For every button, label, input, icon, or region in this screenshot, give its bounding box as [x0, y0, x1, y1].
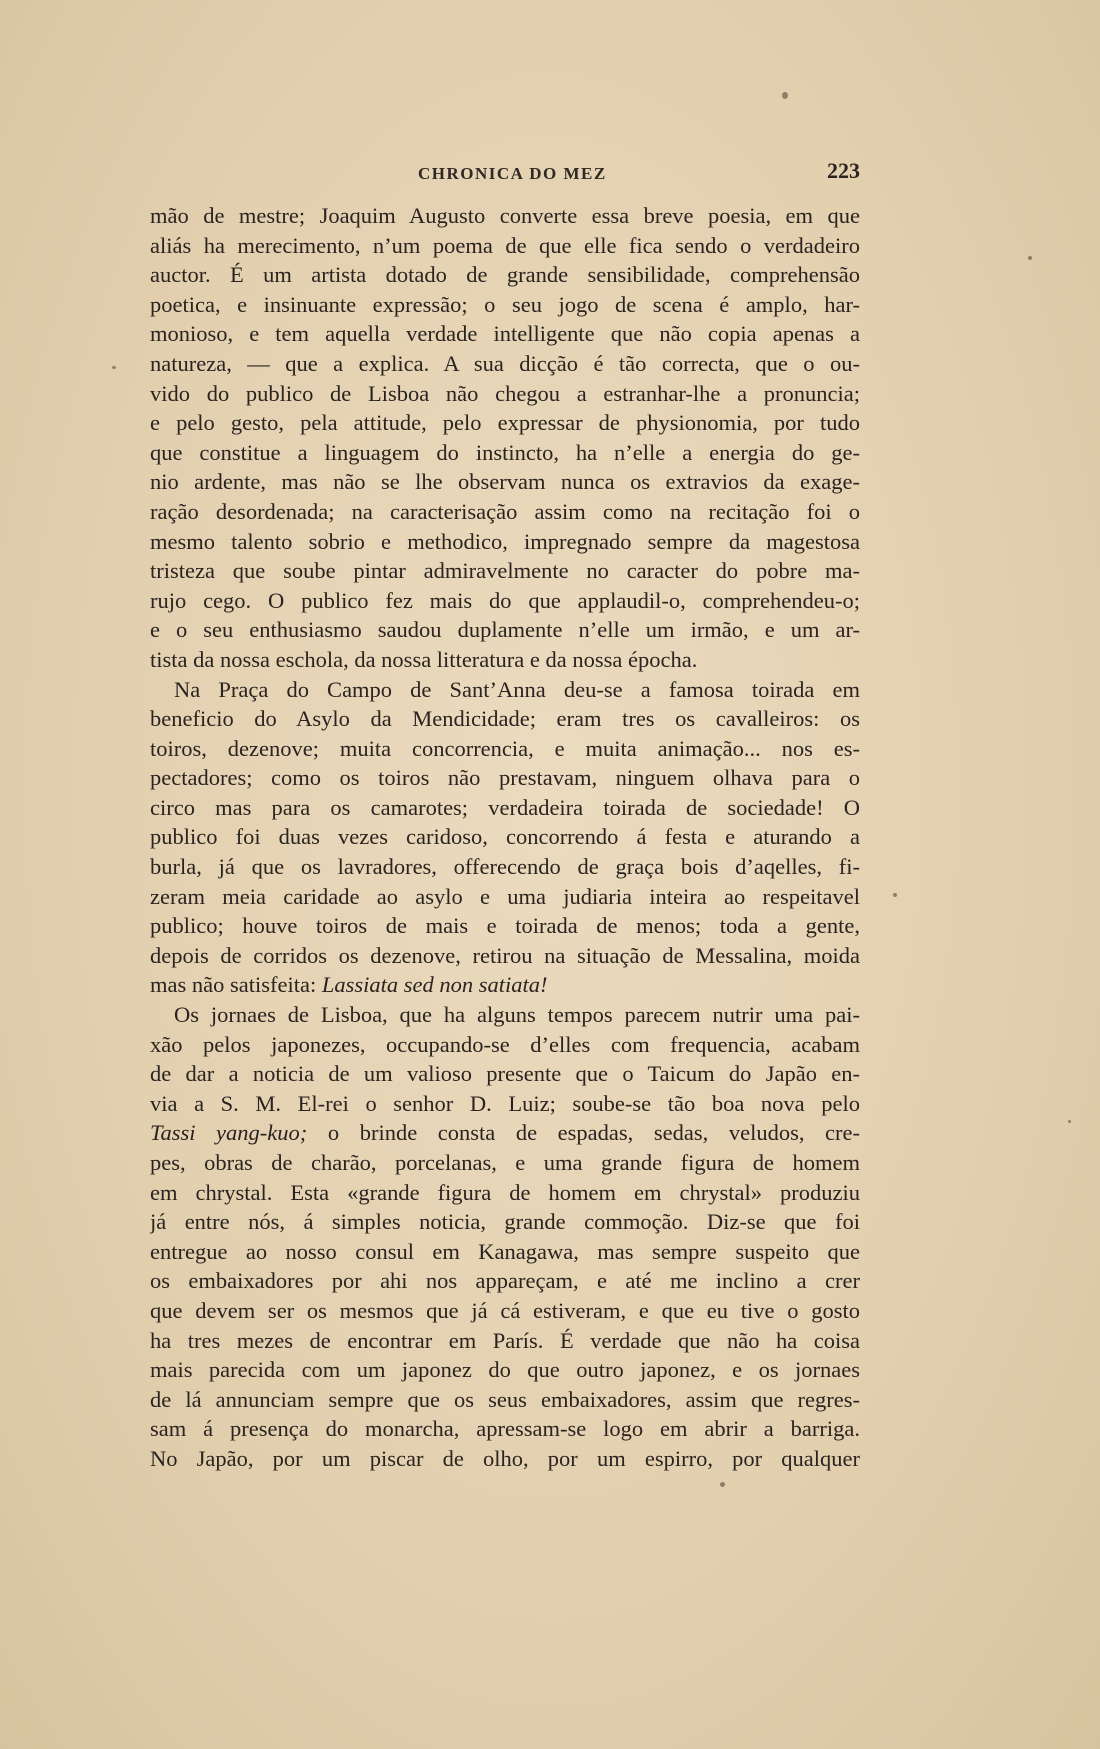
text-line: vido do publico de Lisboa não chegou a estranhar-lhe a pronuncia; [150, 380, 860, 406]
text-line: poetica, e insinuante expressão; o seu jogo de scena é amplo, har- [150, 291, 860, 317]
text-line: beneficio do Asylo da Mendicidade; eram tres os cavalleiros: os [150, 706, 860, 732]
text-line: No Japão, por um piscar de olho, por um espirro, por qualquer [150, 1445, 860, 1471]
text-line: sam á presença do monarcha, apressam-se logo em abrir a barriga. [150, 1416, 860, 1442]
paper-speck [1068, 1120, 1071, 1123]
text-line: Os jornaes de Lisboa, que ha alguns tempos parecem nutrir uma pai- [174, 1002, 860, 1028]
text-line: entregue ao nosso consul em Kanagawa, mas sempre suspeito que [150, 1238, 860, 1264]
text-line: de dar a noticia de um valioso presente que o Taicum do Japão en- [150, 1061, 860, 1087]
text-line: já entre nós, á simples noticia, grande commoção. Diz-se que foi [150, 1209, 860, 1235]
text-line: nio ardente, mas não se lhe observam nunca os extravios da exage- [150, 469, 860, 495]
text-line: e pelo gesto, pela attitude, pelo expressar de physionomia, por tudo [150, 410, 860, 436]
text-line: natureza, — que a explica. A sua dicção é tão correcta, que o ou- [150, 350, 860, 376]
text-line: circo mas para os camarotes; verdadeira toirada de sociedade! O [150, 794, 860, 820]
paper-speck [720, 1482, 725, 1487]
text-line: pectadores; como os toiros não prestavam, ninguem olhava para o [150, 765, 860, 791]
text-line: rujo cego. O publico fez mais do que applaudil-o, comprehendeu-o; [150, 587, 860, 613]
text-line: tista da nossa eschola, da nossa litteratura e da nossa épocha. [150, 646, 698, 672]
paper-speck [1028, 256, 1032, 260]
text-fragment: o brinde consta de espadas, sedas, veludos, cre- [327, 1120, 860, 1146]
text-line: burla, já que os lavradores, offerecendo de graça bois d’aqelles, fi- [150, 854, 860, 880]
text-line: monioso, e tem aquella verdade intelligente que não copia apenas a [150, 321, 860, 347]
paper-speck [782, 92, 788, 99]
text-line: Na Praça do Campo de Sant’Anna deu-se a famosa toirada em [174, 676, 860, 702]
text-line: que constitue a linguagem do instincto, ha n’elle a energia do ge- [150, 439, 860, 465]
page-header [150, 158, 860, 188]
text-line: zeram meia caridade ao asylo e uma judiaria inteira ao respeitavel [150, 883, 860, 909]
italic-phrase: Tassi yang-kuo; [150, 1120, 308, 1146]
text-line: que devem ser os mesmos que já cá estiveram, e que eu tive o gosto [150, 1297, 860, 1323]
italic-phrase: Lassiata sed non satiata! [321, 972, 548, 998]
body-text [150, 201, 860, 1474]
text-line: os embaixadores por ahi nos appareçam, e até me inclino a crer [150, 1268, 860, 1294]
text-line: via a S. M. El-rei o senhor D. Luiz; soube-se tão boa nova pelo [150, 1090, 860, 1116]
text-line: mão de mestre; Joaquim Augusto converte essa breve poesia, em que [150, 203, 860, 228]
text-line: pes, obras de charão, porcelanas, e uma grande figura de homem [150, 1150, 860, 1175]
paper-speck [893, 893, 897, 897]
text-line: toiros, dezenove; muita concorrencia, e muita animação... nos es- [150, 735, 860, 761]
text-line: mais parecida com um japonez do que outro japonez, e os jornaes [150, 1357, 860, 1383]
text-line: em chrystal. Esta «grande figura de homem em chrystal» produziu [150, 1179, 860, 1205]
text-line: e o seu enthusiasmo saudou duplamente n’elle um irmão, e um ar- [150, 617, 860, 643]
text-line: aliás ha merecimento, n’um poema de que elle fica sendo o verdadeiro [150, 232, 860, 258]
text-line: ha tres mezes de encontrar em París. É verdade que não ha coisa [150, 1327, 860, 1353]
text-line: xão pelos japonezes, occupando-se d’elles com frequencia, acabam [150, 1031, 860, 1057]
paper-speck [112, 366, 116, 369]
text-line: publico foi duas vezes caridoso, concorrendo á festa e aturando a [150, 824, 860, 850]
text-line: auctor. É um artista dotado de grande sensibilidade, comprehensão [150, 262, 860, 288]
text-line [150, 970, 860, 1000]
running-title: CHRONICA DO MEZ [418, 164, 607, 183]
text-line: depois de corridos os dezenove, retirou na situação de Messalina, moida [150, 942, 860, 968]
text-line [150, 1118, 860, 1148]
page-number: 223 [827, 158, 860, 183]
text-fragment: mas não satisfeita: [150, 972, 317, 998]
text-line: publico; houve toiros de mais e toirada de menos; toda a gente, [150, 913, 860, 939]
text-line: ração desordenada; na caracterisação assim como na recitação foi o [150, 498, 860, 524]
text-line: de lá annunciam sempre que os seus embaixadores, assim que regres- [150, 1386, 860, 1412]
text-line: tristeza que soube pintar admiravelmente no caracter do pobre ma- [150, 558, 860, 584]
text-line: mesmo talento sobrio e methodico, impregnado sempre da magestosa [150, 528, 860, 554]
